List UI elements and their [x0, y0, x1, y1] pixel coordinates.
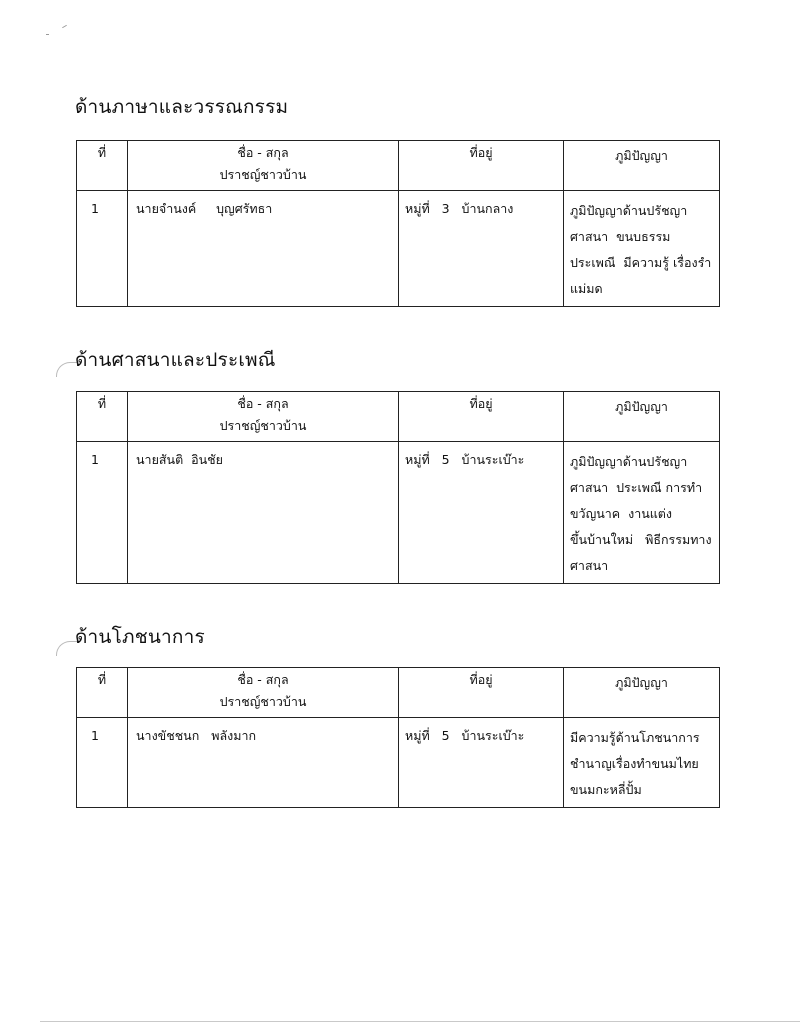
header-name: ชื่อ - สกุล ปราชญ์ชาวบ้าน	[128, 392, 399, 442]
scan-fold-mark	[56, 641, 77, 656]
wisdom-table-nutrition	[76, 667, 720, 808]
wisdom-table-language-literature	[76, 140, 720, 307]
wisdom-line: ประเพณี มีความรู้ เรื่องรำ	[570, 255, 712, 270]
cell-name: นางขัชชนก พลังมาก	[128, 718, 399, 808]
header-wisdom: ภูมิปัญญา	[564, 668, 720, 718]
table-header-row	[77, 668, 720, 718]
section-title-language-literature: ด้านภาษาและวรรณกรรม	[75, 96, 289, 118]
wisdom-line: มีความรู้ด้านโภชนาการ	[570, 730, 700, 745]
cell-no: 1	[77, 718, 128, 808]
header-wisdom: ภูมิปัญญา	[564, 141, 720, 191]
header-no: ที่	[77, 141, 128, 191]
wisdom-line: แม่มด	[570, 281, 603, 296]
cell-address: หมู่ที่ 3 บ้านกลาง	[399, 191, 564, 307]
cell-name: นายสันติ อินชัย	[128, 442, 399, 584]
scan-bottom-line	[40, 1021, 800, 1022]
section-title-religion-tradition: ด้านศาสนาและประเพณี	[75, 349, 276, 371]
cell-name: นายจำนงค์ บุญศรัทธา	[128, 191, 399, 307]
wisdom-line: ขวัญนาค งานแต่ง	[570, 506, 673, 521]
header-address: ที่อยู่	[399, 141, 564, 191]
wisdom-table-religion-tradition	[76, 391, 720, 584]
scan-speck	[62, 25, 67, 28]
cell-no: 1	[77, 191, 128, 307]
wisdom-line: ศาสนา ขนบธรรม	[570, 229, 671, 244]
header-wisdom: ภูมิปัญญา	[564, 392, 720, 442]
cell-wisdom	[564, 718, 720, 808]
header-name: ชื่อ - สกุล ปราชญ์ชาวบ้าน	[128, 668, 399, 718]
header-address: ที่อยู่	[399, 668, 564, 718]
cell-address: หมู่ที่ 5 บ้านระเบ๊าะ	[399, 718, 564, 808]
wisdom-line: ภูมิปัญญาด้านปรัชญา	[570, 203, 688, 218]
header-address: ที่อยู่	[399, 392, 564, 442]
table-row	[77, 191, 720, 307]
header-no: ที่	[77, 668, 128, 718]
table-row	[77, 442, 720, 584]
cell-wisdom	[564, 191, 720, 307]
wisdom-line: ศาสนา	[570, 558, 609, 573]
wisdom-line: ศาสนา ประเพณี การทำ	[570, 480, 703, 495]
header-no: ที่	[77, 392, 128, 442]
table-row	[77, 718, 720, 808]
scan-speck	[46, 34, 49, 35]
table-header-row	[77, 141, 720, 191]
wisdom-line: ภูมิปัญญาด้านปรัชญา	[570, 454, 688, 469]
cell-no: 1	[77, 442, 128, 584]
cell-wisdom	[564, 442, 720, 584]
wisdom-line: ขึ้นบ้านใหม่ พิธีกรรมทาง	[570, 532, 712, 547]
wisdom-line: ขนมกะหลี่ปั้ม	[570, 782, 642, 797]
scan-fold-mark	[56, 362, 77, 377]
cell-address: หมู่ที่ 5 บ้านระเบ๊าะ	[399, 442, 564, 584]
header-name: ชื่อ - สกุล ปราชญ์ชาวบ้าน	[128, 141, 399, 191]
table-header-row	[77, 392, 720, 442]
section-title-nutrition: ด้านโภชนาการ	[75, 626, 205, 648]
wisdom-line: ชำนาญเรื่องทำขนมไทย	[570, 756, 699, 771]
